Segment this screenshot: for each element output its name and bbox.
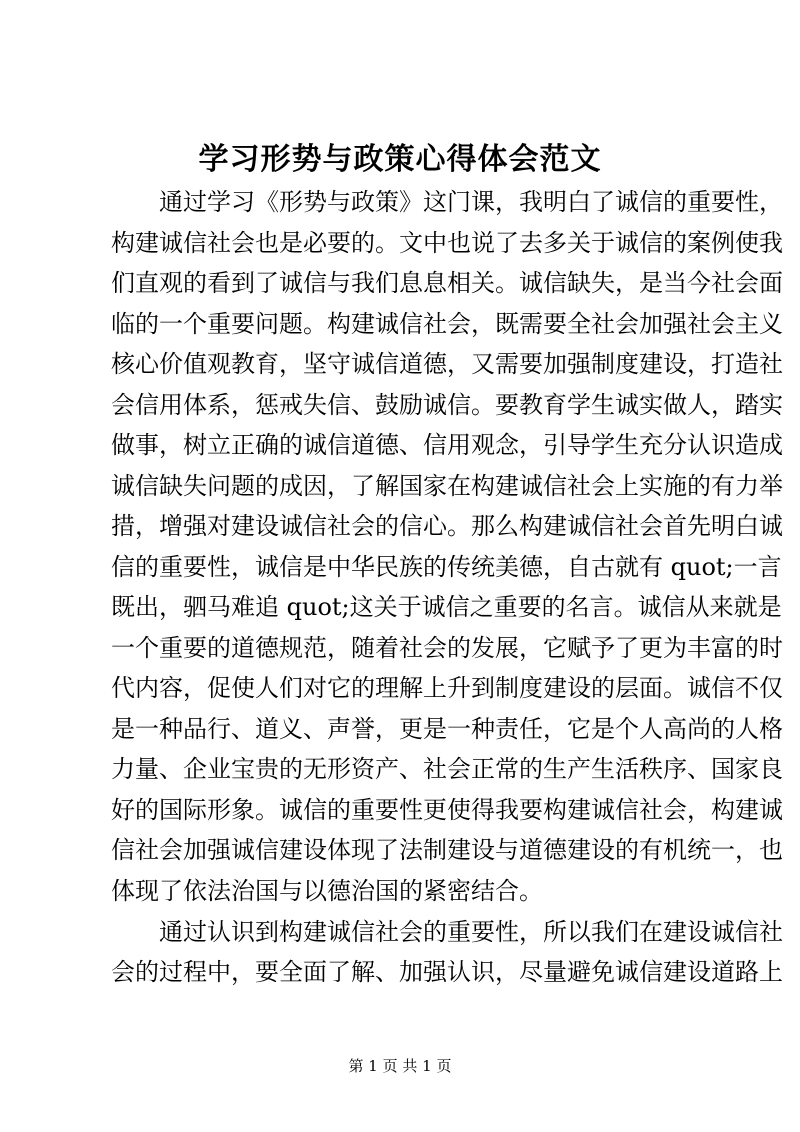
- paragraph-line: 一个重要的道德规范，随着社会的发展，它赋予了更为丰富的时: [111, 633, 783, 662]
- paragraph-line: 做事，树立正确的诚信道德、信用观念，引导学生充分认识造成: [111, 431, 783, 459]
- paragraph-line: 通过认识到构建诚信社会的重要性，所以我们在建设诚信社: [159, 917, 783, 946]
- paragraph-line: 构建诚信社会也是必要的。文中也说了去多关于诚信的案例使我: [111, 228, 783, 257]
- paragraph-line: 临的一个重要问题。构建诚信社会，既需要全社会加强社会主义: [111, 309, 783, 338]
- paragraph-line: 诚信缺失问题的成因，了解国家在构建诚信社会上实施的有力举: [111, 471, 783, 500]
- paragraph-1: [111, 182, 783, 911]
- paragraph-line: 通过学习《形势与政策》这门课，我明白了诚信的重要性，: [159, 188, 783, 216]
- paragraph-line: 核心价值观教育，坚守诚信道德，又需要加强制度建设，打造社: [111, 350, 783, 378]
- paragraph-line: 措，增强对建设诚信社会的信心。那么构建诚信社会首先明白诚: [111, 512, 783, 540]
- paragraph-line: 是一种品行、道义、声誉，更是一种责任，它是个人高尚的人格: [111, 714, 783, 743]
- paragraph-line: 会的过程中，要全面了解、加强认识，尽量避免诚信建设道路上: [111, 958, 783, 986]
- document-body: [111, 182, 783, 993]
- paragraph-line: 好的国际形象。诚信的重要性更使得我要构建诚信社会，构建诚: [111, 795, 783, 824]
- paragraph-line: 信社会加强诚信建设体现了法制建设与道德建设的有机统一，也: [111, 836, 783, 864]
- page-title: 学习形势与政策心得体会范文: [198, 142, 602, 177]
- paragraph-line: 体现了依法治国与以德治国的紧密结合。: [111, 876, 543, 905]
- paragraph-2: [111, 912, 783, 993]
- paragraph-line: 力量、企业宝贵的无形资产、社会正常的生产生活秩序、国家良: [111, 755, 783, 783]
- paragraph-line: 既出，驷马难追 quot;这关于诚信之重要的名言。诚信从来就是: [111, 593, 782, 621]
- paragraph-line: 信的重要性，诚信是中华民族的传统美德，自古就有 quot;一言: [111, 552, 782, 581]
- paragraph-line: 会信用体系，惩戒失信、鼓励诚信。要教育学生诚实做人，踏实: [111, 390, 783, 419]
- paragraph-line: 代内容，促使人们对它的理解上升到制度建设的层面。诚信不仅: [111, 674, 783, 702]
- page-number-footer: 第 1 页 共 1 页: [348, 1057, 452, 1075]
- paragraph-line: 们直观的看到了诚信与我们息息相关。诚信缺失，是当今社会面: [111, 269, 783, 297]
